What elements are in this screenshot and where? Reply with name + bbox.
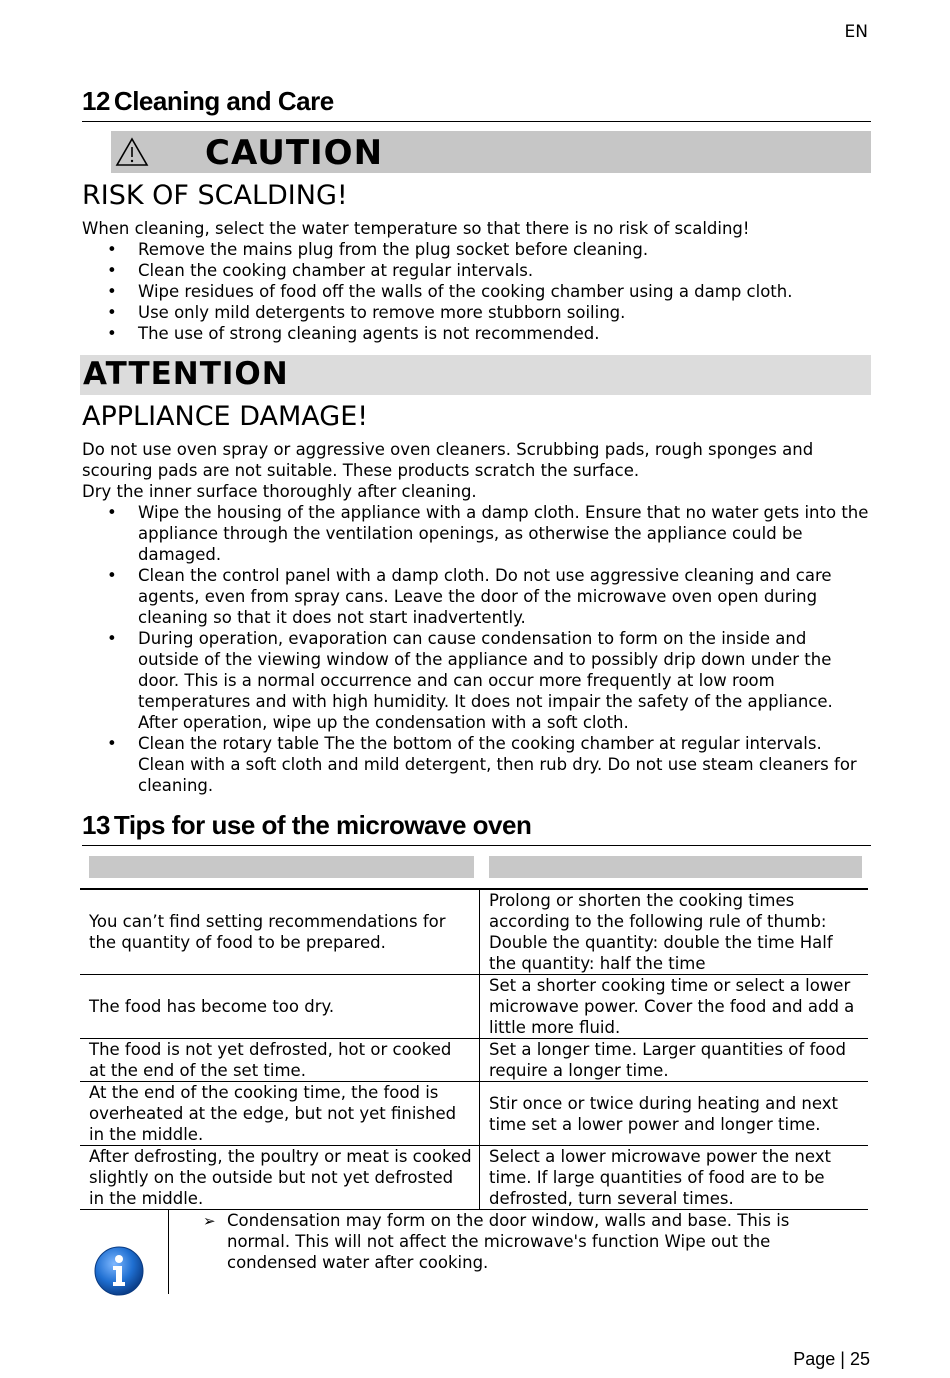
caution-banner — [111, 131, 871, 173]
solution-cell: Set a longer time. Larger quantities of food require a longer time. — [480, 1039, 869, 1082]
problem-cell: The food has become too dry. — [80, 975, 480, 1039]
problem-cell: At the end of the cooking time, the food is overheated at the edge, but not yet finished in the middle. — [80, 1082, 480, 1146]
list-item: • Use only mild detergents to remove more stubborn soiling. — [82, 302, 872, 323]
tips-table — [80, 848, 868, 1210]
table-row — [80, 975, 868, 1039]
section-heading-tips — [82, 810, 871, 846]
page-number: Page | 25 — [793, 1349, 870, 1369]
damage-paragraph: Do not use oven spray or aggressive oven cleaners. Scrubbing pads, rough sponges and scouring pads are not suitable. These products scratch the surface. — [82, 440, 814, 480]
note-text: Condensation may form on the door window, walls and base. This is normal. This will not affect the microwave's function Wipe out the condensed water after cooking. — [227, 1211, 790, 1272]
list-item: • Clean the cooking chamber at regular intervals. — [82, 260, 872, 281]
scalding-headline: RISK OF SCALDING! — [82, 180, 348, 211]
caution-label: CAUTION — [205, 133, 384, 173]
attention-label: ATTENTION — [83, 356, 289, 392]
table-header-row — [80, 848, 868, 889]
warning-triangle-icon — [115, 137, 149, 167]
table-header-cell — [80, 848, 480, 889]
table-header-cell — [480, 848, 869, 889]
cleaning-bullet-list — [82, 239, 872, 344]
problem-cell: The food is not yet defrosted, hot or cooked at the end of the set time. — [80, 1039, 480, 1082]
info-note — [168, 1210, 869, 1294]
list-item: • Clean the control panel with a damp cloth. Do not use aggressive cleaning and care agents, even from spray cans. Leave the door of the microwave oven open during cleaning so that it does not start inadvertently. — [82, 565, 872, 628]
attention-banner — [80, 355, 871, 395]
section-number: 12 — [82, 86, 110, 116]
solution-cell: Set a shorter cooking time or select a lower microwave power. Cover the food and add a little more fluid. — [480, 975, 869, 1039]
section-title: Tips for use of the microwave oven — [113, 810, 532, 840]
section-title: Cleaning and Care — [113, 86, 334, 116]
damage-bullet-list — [82, 502, 872, 796]
damage-dry-note: Dry the inner surface thoroughly after cleaning. — [82, 482, 477, 501]
table-row — [80, 1146, 868, 1210]
arrow-bullet-icon: ➢ — [203, 1212, 216, 1230]
list-item: • Wipe the housing of the appliance with a damp cloth. Ensure that no water gets into the appliance through the ventilation openings, as otherwise the appliance could be damaged. — [82, 502, 872, 565]
section-heading-cleaning — [82, 86, 871, 122]
list-item: • Clean the rotary table The the bottom of the cooking chamber at regular intervals. Clean with a soft cloth and mild detergent, then rub dry. Do not use steam cleaners for cleaning. — [82, 733, 872, 796]
list-item: • The use of strong cleaning agents is not recommended. — [82, 323, 872, 344]
table-row — [80, 1082, 868, 1146]
solution-cell: Select a lower microwave power the next time. If large quantities of food are to be defrosted, turn several times. — [480, 1146, 869, 1210]
solution-cell: Stir once or twice during heating and next time set a lower power and longer time. — [480, 1082, 869, 1146]
problem-cell: You can’t find setting recommendations for the quantity of food to be prepared. — [80, 889, 480, 975]
language-code: EN — [844, 22, 868, 42]
scalding-intro: When cleaning, select the water temperature so that there is no risk of scalding! — [82, 219, 750, 238]
section-number: 13 — [82, 810, 110, 840]
info-icon — [94, 1246, 144, 1296]
list-item: • Wipe residues of food off the walls of the cooking chamber using a damp cloth. — [82, 281, 872, 302]
list-item: • During operation, evaporation can cause condensation to form on the inside and outside of the viewing window of the appliance and to possibly drip down under the door. This is a normal occurrence and can occur more frequently at low room temperatures and with high humidity. It does not impair the safety of the appliance. After operation, wipe up the condensation with a soft cloth. — [82, 628, 872, 733]
solution-cell: Prolong or shorten the cooking times according to the following rule of thumb: Double the quantity: double the time Half the quantity: half the time — [480, 889, 869, 975]
problem-cell: After defrosting, the poultry or meat is cooked slightly on the outside but not yet defrosted in the middle. — [80, 1146, 480, 1210]
list-item: • Remove the mains plug from the plug socket before cleaning. — [82, 239, 872, 260]
damage-headline: APPLIANCE DAMAGE! — [82, 401, 369, 432]
table-row — [80, 1039, 868, 1082]
table-row — [80, 889, 868, 975]
